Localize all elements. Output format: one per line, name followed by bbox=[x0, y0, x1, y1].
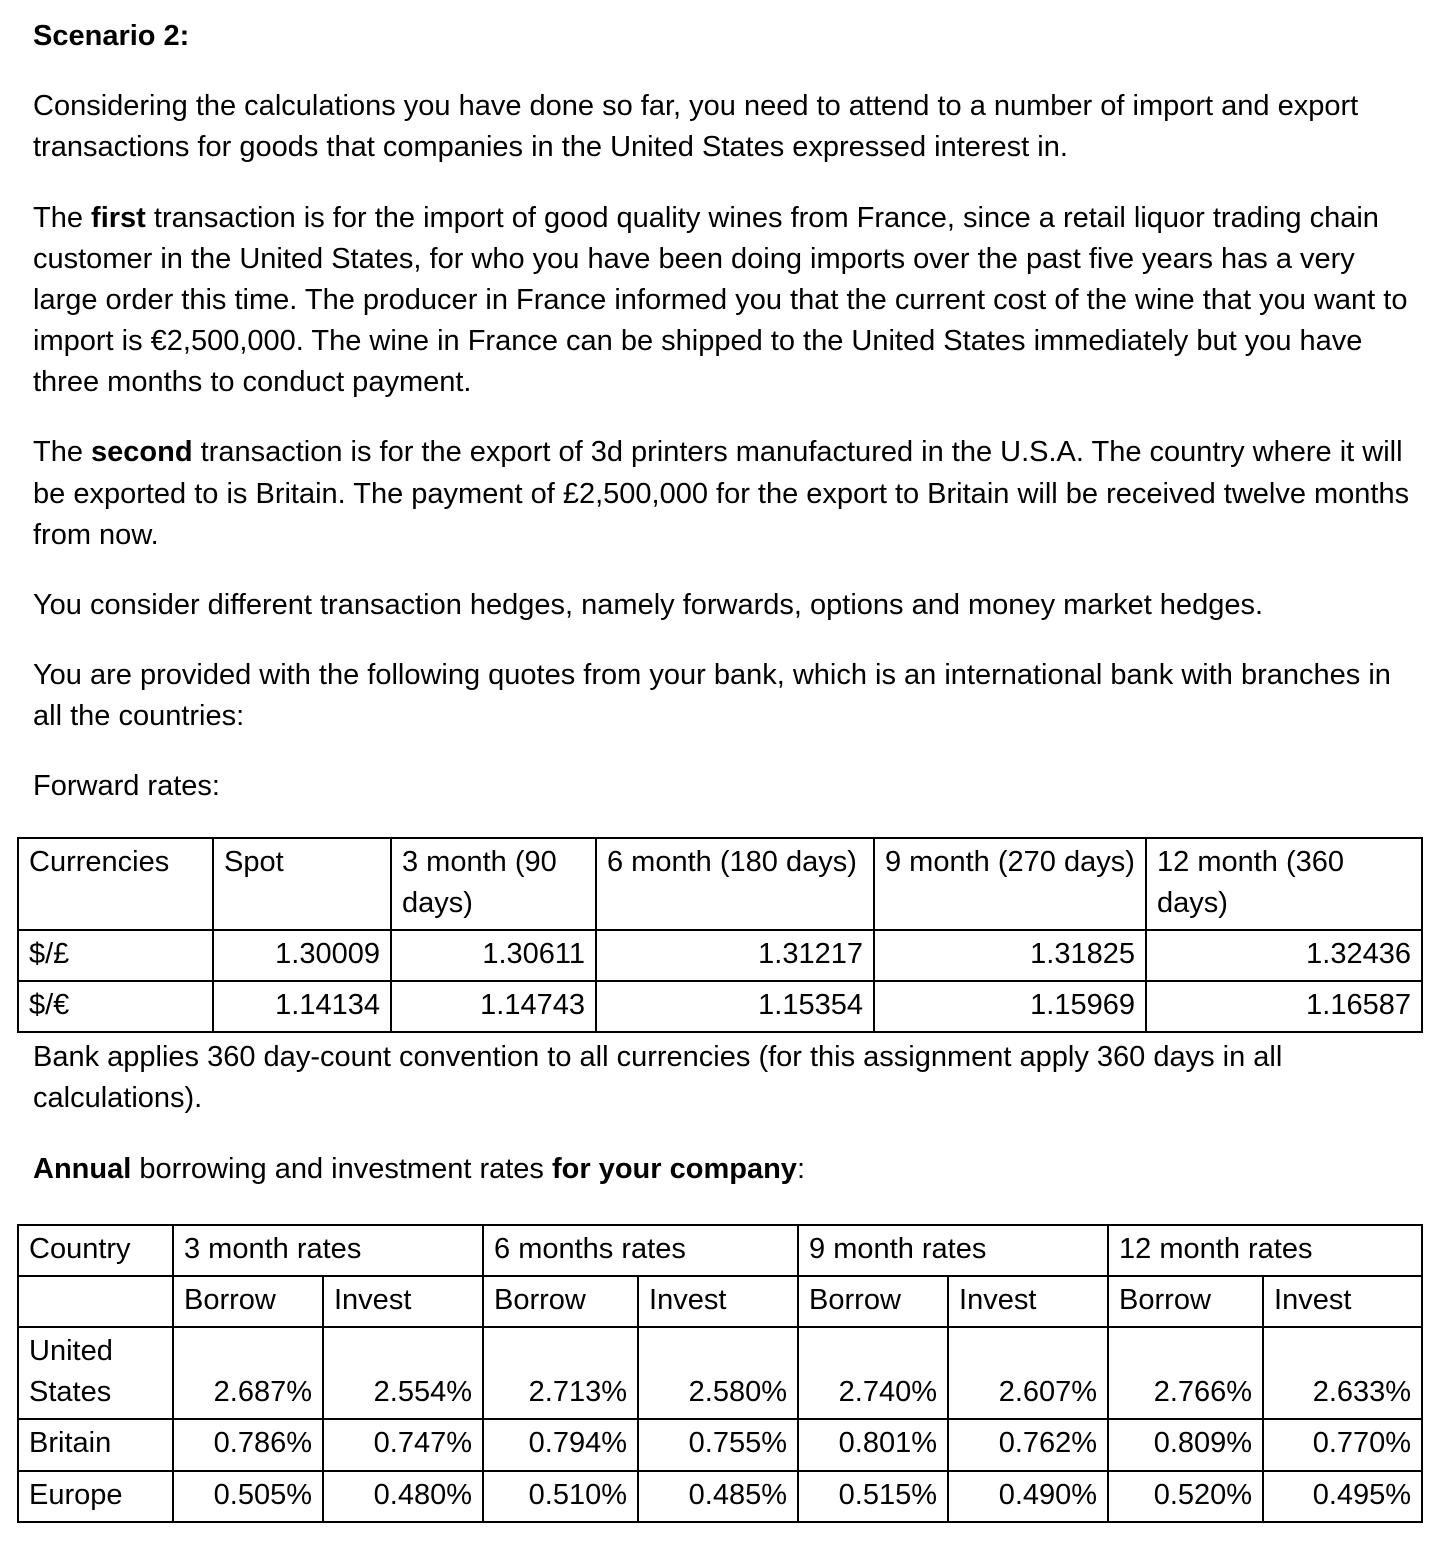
forward-rate-value: 1.31825 bbox=[874, 930, 1146, 981]
forward-rate-value: 1.15969 bbox=[874, 981, 1146, 1032]
rate-value: 0.505% bbox=[173, 1471, 323, 1522]
subheader-invest: Invest bbox=[1263, 1276, 1422, 1327]
column-header-12month: 12 month (360 days) bbox=[1146, 838, 1422, 930]
scenario-heading: Scenario 2: bbox=[33, 20, 190, 52]
forward-rate-value: 1.16587 bbox=[1146, 981, 1422, 1032]
subheader-invest: Invest bbox=[323, 1276, 483, 1327]
paragraph-intro: Considering the calculations you have done so far, you need to attend to a number of import and export transactions for goods that companies in the United States expressed interest in. bbox=[33, 90, 1359, 164]
forward-rate-value: 1.14743 bbox=[391, 981, 596, 1032]
subheader-invest: Invest bbox=[948, 1276, 1108, 1327]
rates-row-united-states bbox=[18, 1327, 1422, 1419]
rate-value: 0.485% bbox=[638, 1471, 798, 1522]
rates-row-europe bbox=[18, 1471, 1422, 1522]
subheader-borrow: Borrow bbox=[483, 1276, 638, 1327]
text-run: : bbox=[796, 1152, 805, 1185]
rate-value: 0.786% bbox=[173, 1419, 323, 1470]
subheader-borrow: Borrow bbox=[1108, 1276, 1263, 1327]
subheader-borrow: Borrow bbox=[173, 1276, 323, 1327]
rate-value: 0.495% bbox=[1263, 1471, 1422, 1522]
rate-value: 0.515% bbox=[798, 1471, 948, 1522]
forward-rate-value: 1.15354 bbox=[596, 981, 874, 1032]
rate-value: 2.687% bbox=[173, 1327, 323, 1419]
empty-cell bbox=[18, 1276, 173, 1327]
period-header-6month: 6 months rates bbox=[483, 1225, 798, 1276]
column-header-9month: 9 month (270 days) bbox=[874, 838, 1146, 930]
rate-value: 0.480% bbox=[323, 1471, 483, 1522]
currency-pair-label: $/£ bbox=[18, 930, 213, 981]
forward-rates-label: Forward rates: bbox=[33, 770, 220, 803]
text-run: borrowing and investment rates bbox=[131, 1152, 552, 1185]
text-run: transaction is for the import of good quality wines from France, since a retail liquor trading chain customer in the United States, for who you have been doing imports over the past five years has a very large order this time. The producer in France informed you that the current cost of the wine that you want to import is €2,500,000. The wine in France can be shipped to the United States immediately but you have three months to conduct payment. bbox=[33, 201, 1408, 399]
rate-value: 2.633% bbox=[1263, 1327, 1422, 1419]
rates-row-britain bbox=[18, 1419, 1422, 1470]
period-header-3month: 3 month rates bbox=[173, 1225, 483, 1276]
paragraph-hedges: You consider different transaction hedges, namely forwards, options and money market hedges. bbox=[33, 588, 1264, 621]
annual-rates-heading bbox=[33, 1149, 1421, 1190]
forward-rate-value: 1.30009 bbox=[213, 930, 391, 981]
text-run: The bbox=[33, 436, 92, 469]
country-label: Europe bbox=[18, 1471, 173, 1522]
period-header-12month: 12 month rates bbox=[1108, 1225, 1422, 1276]
rate-value: 2.740% bbox=[798, 1327, 948, 1419]
country-label: Britain bbox=[18, 1419, 173, 1470]
rate-value: 2.713% bbox=[483, 1327, 638, 1419]
rate-value: 0.510% bbox=[483, 1471, 638, 1522]
column-header-currencies: Currencies bbox=[18, 838, 213, 930]
forward-row-gbp bbox=[18, 930, 1422, 981]
bank-note: Bank applies 360 day-count convention to all currencies (for this assignment apply 360 days in all calculations). bbox=[33, 1041, 1283, 1115]
currency-pair-label: $/€ bbox=[18, 981, 213, 1032]
forward-rates-table bbox=[17, 837, 1423, 1034]
column-header-country: Country bbox=[18, 1225, 173, 1276]
bold-run-first: first bbox=[91, 201, 146, 234]
rates-period-header-row bbox=[18, 1225, 1422, 1276]
country-label: United States bbox=[18, 1327, 173, 1419]
annual-rates-table bbox=[17, 1224, 1423, 1523]
paragraph-quotes: You are provided with the following quotes from your bank, which is an international bank with branches in all the countries: bbox=[33, 659, 1391, 733]
text-run: transaction is for the export of 3d printers manufactured in the U.S.A. The country where it will be exported to is Britain. The payment of £2,500,000 for the export to Britain will be received twelve months from now. bbox=[33, 436, 1410, 551]
rate-value: 0.762% bbox=[948, 1419, 1108, 1470]
rate-value: 0.490% bbox=[948, 1471, 1108, 1522]
period-header-9month: 9 month rates bbox=[798, 1225, 1108, 1276]
column-header-6month: 6 month (180 days) bbox=[596, 838, 874, 930]
rate-value: 2.554% bbox=[323, 1327, 483, 1419]
paragraph-second-transaction bbox=[33, 432, 1421, 556]
rate-value: 0.747% bbox=[323, 1419, 483, 1470]
forward-header-row bbox=[18, 838, 1422, 930]
forward-rate-value: 1.31217 bbox=[596, 930, 874, 981]
rate-value: 0.794% bbox=[483, 1419, 638, 1470]
paragraph-first-transaction bbox=[33, 198, 1421, 404]
column-header-spot: Spot bbox=[213, 838, 391, 930]
rate-value: 0.801% bbox=[798, 1419, 948, 1470]
text-run: The bbox=[33, 201, 92, 234]
forward-rate-value: 1.30611 bbox=[391, 930, 596, 981]
bold-run-annual: Annual bbox=[33, 1152, 132, 1185]
bold-run-second: second bbox=[91, 436, 193, 469]
rate-value: 2.607% bbox=[948, 1327, 1108, 1419]
forward-rate-value: 1.14134 bbox=[213, 981, 391, 1032]
rate-value: 0.770% bbox=[1263, 1419, 1422, 1470]
rate-value: 2.766% bbox=[1108, 1327, 1263, 1419]
rate-value: 0.520% bbox=[1108, 1471, 1263, 1522]
rate-value: 0.755% bbox=[638, 1419, 798, 1470]
forward-rate-value: 1.32436 bbox=[1146, 930, 1422, 981]
bold-run-company: for your company bbox=[552, 1152, 797, 1185]
column-header-3month: 3 month (90 days) bbox=[391, 838, 596, 930]
rate-value: 0.809% bbox=[1108, 1419, 1263, 1470]
subheader-invest: Invest bbox=[638, 1276, 798, 1327]
forward-row-eur bbox=[18, 981, 1422, 1032]
rates-subheader-row bbox=[18, 1276, 1422, 1327]
rate-value: 2.580% bbox=[638, 1327, 798, 1419]
subheader-borrow: Borrow bbox=[798, 1276, 948, 1327]
